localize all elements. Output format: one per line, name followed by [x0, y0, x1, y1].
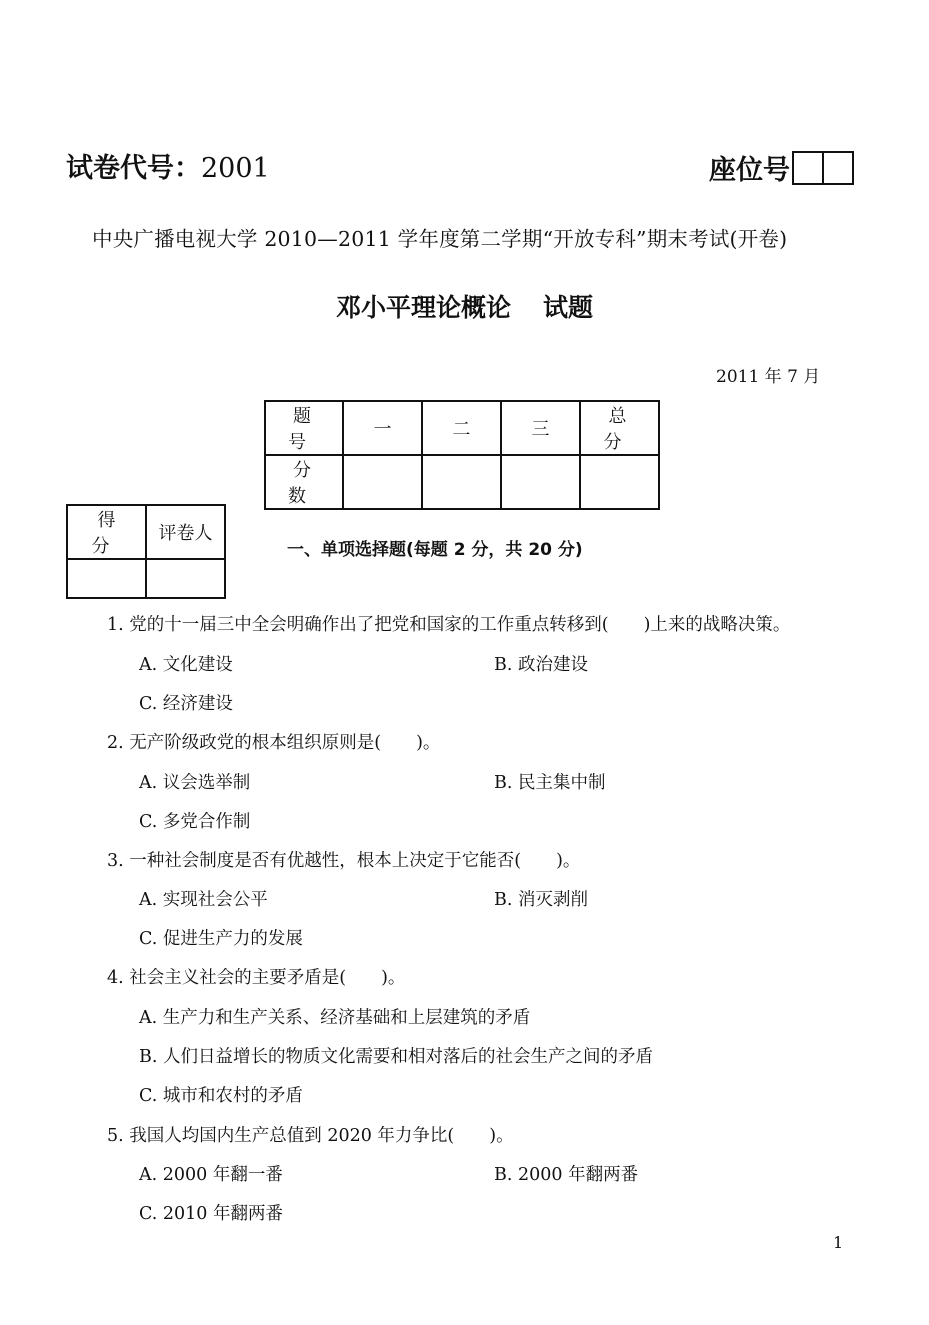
question-option: A. 实现社会公平: [139, 890, 268, 910]
section-title: 一、单项选择题(每题 2 分，共 20 分): [287, 540, 583, 560]
grader-score-label: 得 分: [67, 505, 146, 559]
question-option: C. 多党合作制: [139, 812, 251, 832]
score-table-score-row: [265, 455, 659, 509]
score-table-row-label: 分 数: [265, 455, 343, 509]
seat-number-boxes[interactable]: [792, 151, 854, 185]
question-option: C. 经济建设: [139, 694, 233, 714]
score-table-col-2: 二: [422, 401, 501, 455]
exam-date: 2011 年 7 月: [716, 367, 821, 387]
question-option: B. 2000 年翻两番: [494, 1165, 639, 1185]
seat-number: [709, 148, 854, 187]
course-name: 邓小平理论概论: [335, 293, 511, 322]
grader-header-row: [67, 505, 225, 559]
question-stem: 1. 党的十一届三中全会明确作出了把党和国家的工作重点转移到( )上来的战略决策。: [107, 615, 791, 635]
question-option: A. 议会选举制: [139, 773, 251, 793]
grader-score-cell[interactable]: [67, 559, 146, 598]
question-option: A. 2000 年翻一番: [139, 1165, 283, 1185]
score-cell[interactable]: [501, 455, 580, 509]
score-table-col-3: 三: [501, 401, 580, 455]
grader-input-row: [67, 559, 225, 598]
question-option: C. 城市和农村的矛盾: [139, 1086, 303, 1106]
score-cell[interactable]: [422, 455, 501, 509]
paper-code-label: 试卷代号：: [66, 153, 201, 184]
paper-code-value: 2001: [201, 153, 270, 184]
score-table-col-total: 总 分: [580, 401, 659, 455]
score-table-col-1: 一: [343, 401, 422, 455]
page-number: 1: [833, 1233, 844, 1252]
paper-code: [66, 146, 270, 185]
question-option: C. 2010 年翻两番: [139, 1204, 283, 1224]
question-option: B. 民主集中制: [494, 773, 606, 793]
exam-subtitle: 中央广播电视大学 2010—2011 学年度第二学期“开放专科”期末考试(开卷): [92, 227, 788, 251]
paper-kind: 试题: [543, 293, 594, 322]
question-stem: 5. 我国人均国内生产总值到 2020 年力争比( )。: [107, 1126, 514, 1146]
grader-name-label: 评卷人: [146, 505, 225, 559]
score-table-header: 题 号: [265, 401, 343, 455]
question-option: A. 文化建设: [139, 655, 233, 675]
exam-title: [0, 288, 929, 324]
question-stem: 3. 一种社会制度是否有优越性，根本上决定于它能否( )。: [107, 851, 581, 871]
question-option: B. 人们日益增长的物质文化需要和相对落后的社会生产之间的矛盾: [139, 1047, 653, 1067]
seat-box[interactable]: [824, 151, 854, 185]
question-option: B. 消灭剥削: [494, 890, 588, 910]
score-table-header-row: [265, 401, 659, 455]
question-option: B. 政治建设: [494, 655, 588, 675]
question-option: A. 生产力和生产关系、经济基础和上层建筑的矛盾: [139, 1008, 531, 1028]
question-option: C. 促进生产力的发展: [139, 929, 303, 949]
score-cell[interactable]: [580, 455, 659, 509]
question-stem: 2. 无产阶级政党的根本组织原则是( )。: [107, 733, 441, 753]
grader-table: [66, 504, 226, 599]
question-stem: 4. 社会主义社会的主要矛盾是( )。: [107, 968, 406, 988]
seat-number-label: 座位号: [709, 155, 790, 186]
seat-box[interactable]: [792, 151, 824, 185]
grader-name-cell[interactable]: [146, 559, 225, 598]
score-table: [264, 400, 673, 510]
